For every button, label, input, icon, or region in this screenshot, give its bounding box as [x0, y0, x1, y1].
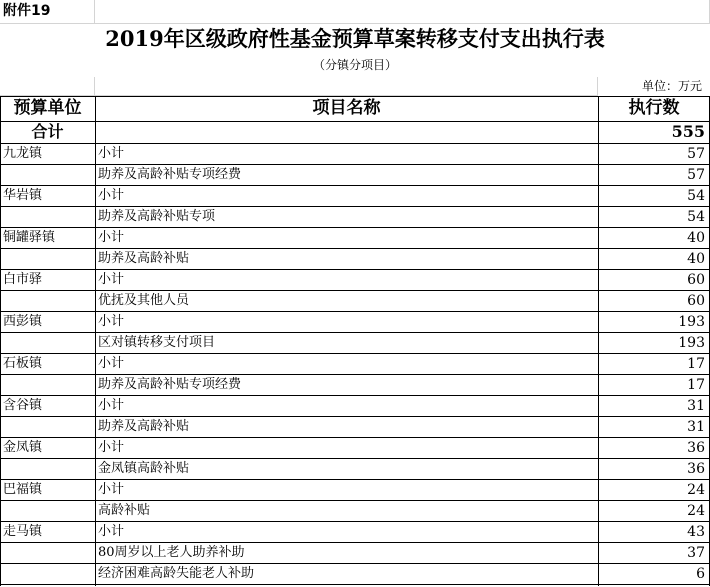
- row-project-cell: 80周岁以上老人助养补助: [98, 545, 245, 560]
- row-unit-cell: [0, 207, 95, 228]
- header-project: 项目名称: [312, 98, 381, 118]
- row-unit-cell: 铜罐驿镇: [3, 230, 56, 245]
- row-unit-cell: 金凤镇: [3, 440, 43, 455]
- row-amount-cell: 24: [687, 482, 705, 498]
- row-unit-cell: [0, 501, 95, 522]
- row-project-cell: 区对镇转移支付项目: [98, 335, 216, 350]
- row-unit-cell: [0, 165, 95, 186]
- row-project-cell: 小计: [98, 230, 125, 245]
- row-amount-cell: 36: [687, 440, 705, 456]
- row-project-cell: 助养及高龄补贴专项: [98, 209, 216, 224]
- row-unit-cell: [0, 417, 95, 438]
- row-project-cell: 助养及高龄补贴: [98, 419, 190, 434]
- row-project-cell: 优抚及其他人员: [98, 293, 190, 308]
- row-unit-cell: [0, 249, 95, 270]
- border-line: [0, 521, 710, 522]
- border-line: [0, 227, 710, 228]
- row-project-cell: 小计: [98, 482, 125, 497]
- border-line: [0, 584, 710, 585]
- attachment-label: 附件19: [0, 0, 95, 24]
- row-project-cell: 小计: [98, 440, 125, 455]
- border-line: [0, 395, 710, 396]
- border-line: [0, 332, 710, 333]
- row-amount-cell: 40: [687, 251, 705, 267]
- row-amount-cell: 24: [687, 503, 705, 519]
- row-project-cell: 助养及高龄补贴: [98, 251, 190, 266]
- row-amount-cell: 36: [687, 461, 705, 477]
- row-amount-cell: 57: [687, 146, 705, 162]
- border-line: [0, 96, 710, 97]
- row-amount-cell: 31: [687, 419, 705, 435]
- total-amount: 555: [671, 122, 705, 141]
- border-line: [0, 374, 710, 375]
- row-project-cell: 小计: [98, 356, 125, 371]
- border-line: [0, 542, 710, 543]
- row-amount-cell: 17: [687, 356, 705, 372]
- row-unit-cell: [0, 375, 95, 396]
- border-line: [0, 479, 710, 480]
- row-amount-cell: 43: [687, 524, 705, 540]
- row-project-cell: 小计: [98, 188, 125, 203]
- header-unit: 预算单位: [13, 98, 82, 118]
- border-line: [0, 164, 710, 165]
- row-project-cell: 小计: [98, 524, 125, 539]
- row-unit-cell: 九龙镇: [3, 146, 43, 161]
- row-unit-cell: [0, 459, 95, 480]
- row-amount-cell: 31: [687, 398, 705, 414]
- border-line: [598, 96, 599, 586]
- row-project-cell: 高龄补贴: [98, 503, 151, 518]
- page-title: 2019年区级政府性基金预算草案转移支付支出执行表: [105, 26, 605, 51]
- row-amount-cell: 57: [687, 167, 705, 183]
- border-line: [0, 248, 710, 249]
- row-project-cell: 经济困难高龄失能老人补助: [98, 566, 255, 581]
- row-unit-cell: [0, 543, 95, 564]
- row-amount-cell: 60: [687, 293, 705, 309]
- row-amount-cell: 54: [687, 209, 705, 225]
- row-project-cell: 小计: [98, 398, 125, 413]
- row-project-cell: 小计: [98, 272, 125, 287]
- empty-cell: [0, 77, 95, 96]
- header-amount: 执行数: [628, 98, 680, 118]
- row-amount-cell: 40: [687, 230, 705, 246]
- border-line: [0, 143, 710, 144]
- border-line: [0, 500, 710, 501]
- row-unit-cell: [0, 333, 95, 354]
- row-amount-cell: 54: [687, 188, 705, 204]
- empty-cell: [95, 0, 710, 24]
- empty-cell: [95, 77, 598, 96]
- row-amount-cell: 193: [678, 314, 705, 330]
- border-line: [95, 96, 96, 586]
- row-project-cell: 小计: [98, 314, 125, 329]
- row-unit-cell: 华岩镇: [3, 188, 43, 203]
- row-unit-cell: 石板镇: [3, 356, 43, 371]
- row-amount-cell: 60: [687, 272, 705, 288]
- border-line: [0, 269, 710, 270]
- row-unit-cell: [0, 564, 95, 585]
- row-project-cell: 金凤镇高龄补贴: [98, 461, 190, 476]
- row-amount-cell: 193: [678, 335, 705, 351]
- border-line: [0, 311, 710, 312]
- row-project-cell: 助养及高龄补贴专项经费: [98, 377, 242, 392]
- row-unit-cell: 含谷镇: [3, 398, 43, 413]
- border-line: [0, 185, 710, 186]
- row-unit-cell: 走马镇: [3, 524, 43, 539]
- border-line: [0, 353, 710, 354]
- total-project: [95, 121, 598, 144]
- border-line: [0, 437, 710, 438]
- total-label: 合计: [31, 122, 64, 141]
- row-unit-cell: 西彭镇: [3, 314, 43, 329]
- border-line: [0, 96, 1, 586]
- row-unit-cell: 白市驿: [3, 272, 43, 287]
- border-line: [0, 121, 710, 122]
- border-line: [0, 206, 710, 207]
- border-line: [0, 458, 710, 459]
- border-line: [0, 416, 710, 417]
- row-unit-cell: 巴福镇: [3, 482, 43, 497]
- row-amount-cell: 37: [687, 545, 705, 561]
- row-unit-cell: [0, 291, 95, 312]
- border-line: [0, 290, 710, 291]
- row-amount-cell: 17: [687, 377, 705, 393]
- row-project-cell: 小计: [98, 146, 125, 161]
- row-project-cell: 助养及高龄补贴专项经费: [98, 167, 242, 182]
- unit-label: 单位：万元: [641, 79, 702, 93]
- row-amount-cell: 6: [696, 566, 705, 582]
- page-subtitle: （分镇分项目）: [312, 58, 397, 72]
- border-line: [0, 563, 710, 564]
